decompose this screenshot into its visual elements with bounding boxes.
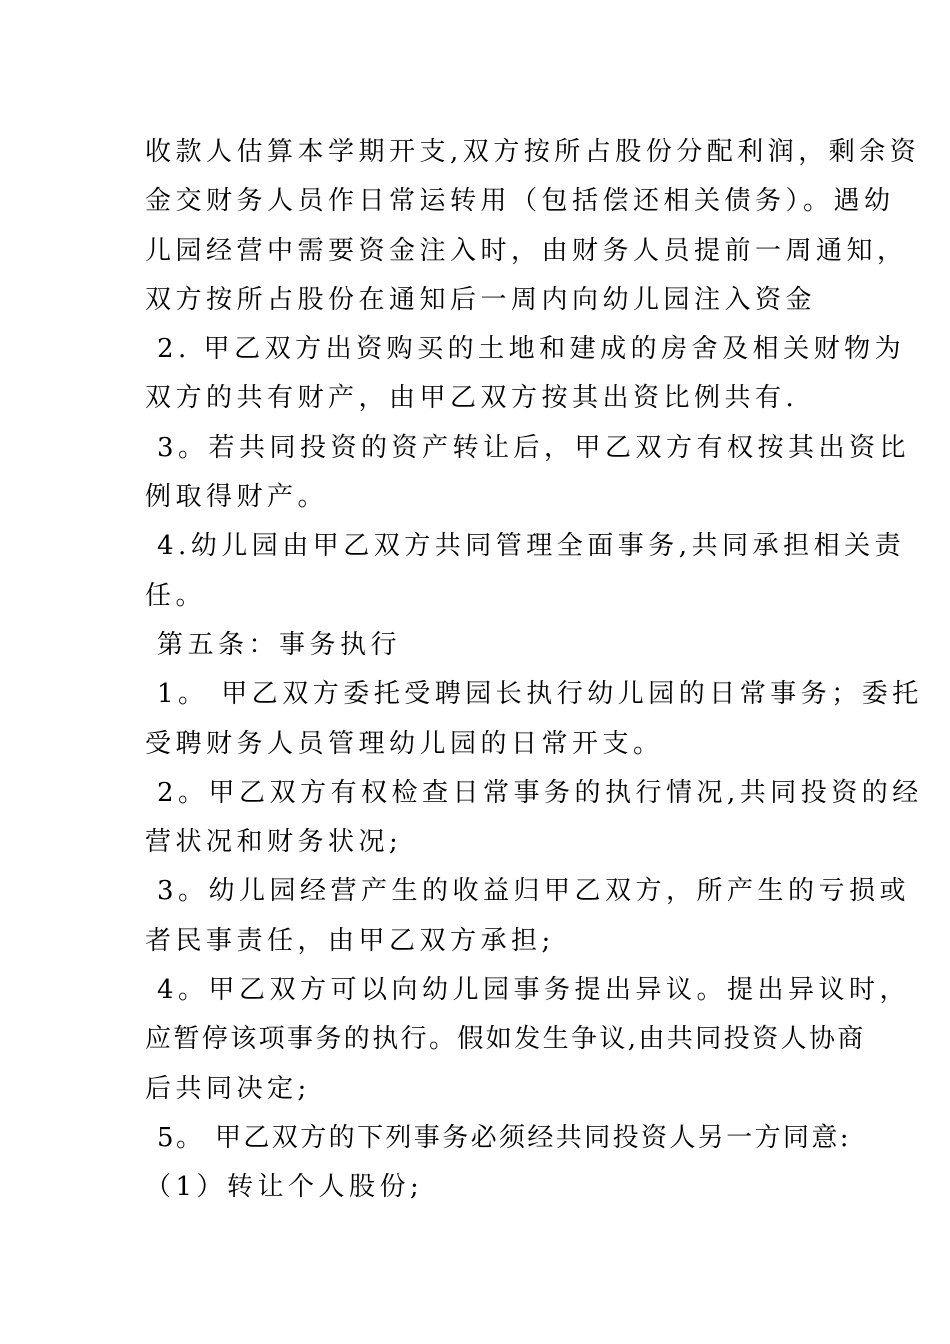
clause-2-line-2: 双方的共有财产，由甲乙双方按其出资比例共有. [145, 383, 799, 414]
text-line-3: 儿园经营中需要资金注入时，由财务人员提前一周通知， [145, 235, 908, 266]
clause-3-line-1: 3。若共同投资的资产转让后，甲乙双方有权按其出资比 [157, 432, 911, 463]
item-1-line-1: 1。 甲乙双方委托受聘园长执行幼儿园的日常事务；委托 [157, 679, 923, 710]
document-body [145, 128, 923, 1213]
item-3-line-2: 者民事责任，由甲乙双方承担; [145, 925, 555, 956]
item-3-line-1: 3。幼儿园经营产生的收益归甲乙双方，所产生的亏损或 [157, 876, 911, 907]
item-4-line-3: 后共同决定; [145, 1073, 311, 1104]
item-5-line-1: 5。 甲乙双方的下列事务必须经共同投资人另一方同意: [157, 1122, 851, 1153]
clause-4-line-1: 4.幼儿园由甲乙双方共同管理全面事务,共同承担相关责 [157, 531, 906, 562]
item-2-line-1: 2。甲乙双方有权检查日常事务的执行情况,共同投资的经 [157, 777, 923, 808]
text-line-2: 金交财务人员作日常运转用（包括偿还相关债务）。遇幼 [145, 186, 895, 217]
clause-3-line-2: 例取得财产。 [145, 482, 329, 513]
text-line-4: 双方按所占股份在通知后一周内向幼儿园注入资金 [145, 284, 817, 315]
section-heading-article-5: 第五条：事务执行 [157, 629, 402, 660]
text-line-1: 收款人估算本学期开支,双方按所占股份分配利润，剩余资 [145, 137, 921, 167]
item-4-line-1: 4。甲乙双方可以向幼儿园事务提出异议。提出异议时， [157, 975, 911, 1006]
sub-item-1: （1）转让个人股份; [145, 1172, 424, 1203]
item-2-line-2: 营状况和财务状况; [145, 827, 403, 858]
clause-4-line-2: 任。 [145, 580, 207, 611]
item-4-line-2: 应暂停该项事务的执行。假如发生争议,由共同投资人协商 [145, 1024, 866, 1055]
clause-2-line-1: 2. 甲乙双方出资购买的土地和建成的房舍及相关财物为 [157, 334, 906, 365]
item-1-line-2: 受聘财务人员管理幼儿园的日常开支。 [145, 728, 664, 759]
